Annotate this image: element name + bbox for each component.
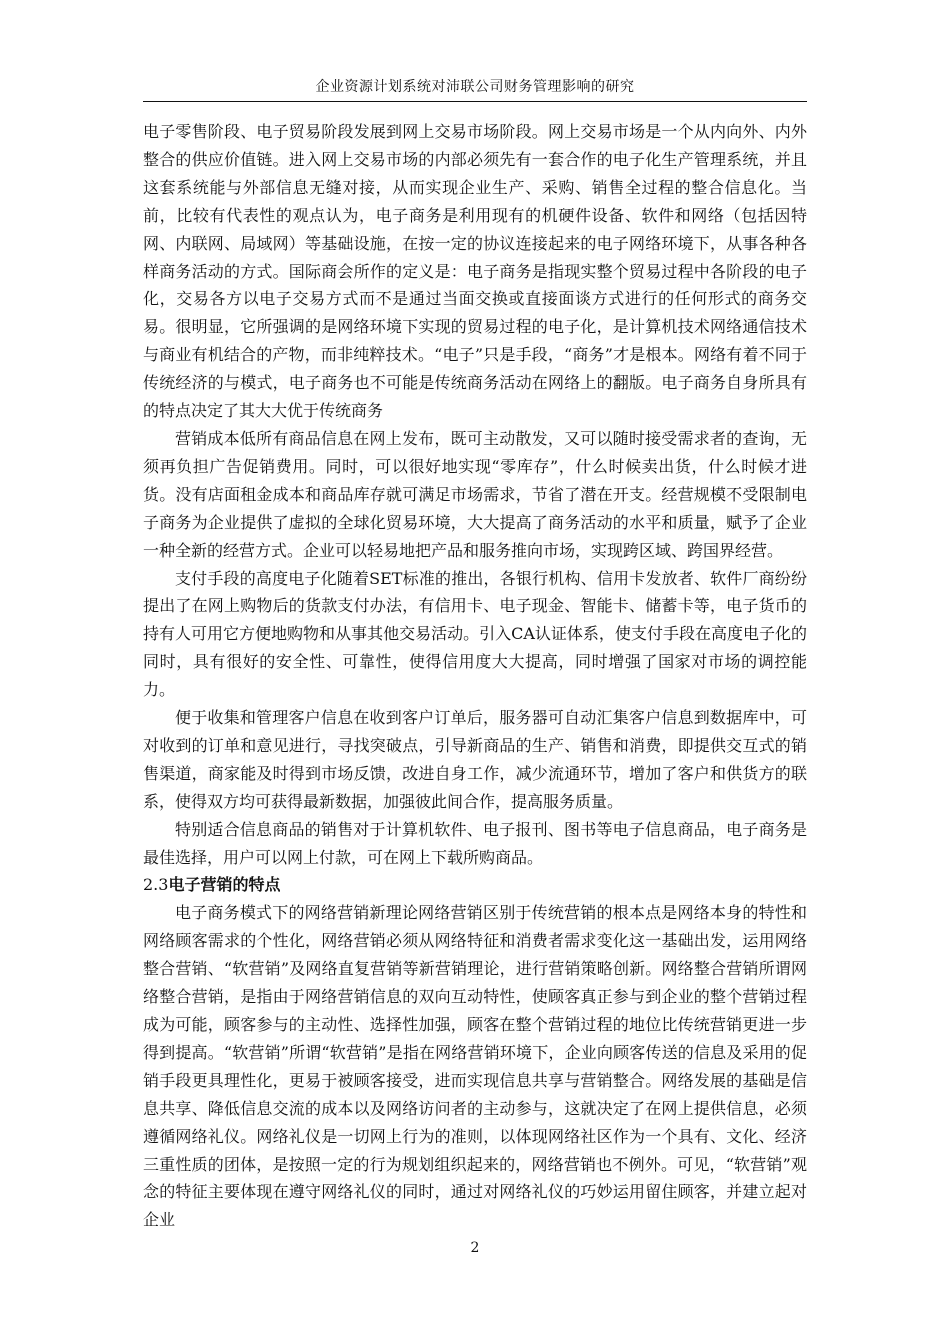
paragraph-marketing-cost: 营销成本低所有商品信息在网上发布，既可主动散发，又可以随时接受需求者的查询，无须再负担广告促销费用。同时，可以很好地实现“零库存”，什么时候卖出货，什么时候才进货。没有店面租金成本和商品库存就可满足市场需求，节省了潜在开支。经营规模不受限制电子商务为企业提供了虚拟的全球化贸易环境，大大提高了商务活动的水平和质量，赋予了企业一种全新的经营方式。企业可以轻易地把产品和服务推向市场，实现跨区域、跨国界经营。 — [143, 428, 807, 560]
header-divider — [143, 101, 807, 102]
paragraph-network-marketing: 电子商务模式下的网络营销新理论网络营销区别于传统营销的根本点是网络本身的特性和网络顾客需求的个性化，网络营销必须从网络特征和消费者需求变化这一基础出发，运用网络整合营销、“软营销”及网络直复营销等新营销理论，进行营销策略创新。网络整合营销所谓网络整合营销，是指由于网络营销信息的双向互动特性，使顾客真正参与到企业的整个营销过程成为可能，顾客参与的主动性、选择性加强，顾客在整个营销过程的地位比传统营销更进一步得到提高。“软营销”所谓“软营销”是指在网络营销环境下，企业向顾客传送的信息及采用的促销手段更具理性化，更易于被顾客接受，进而实现信息共享与营销整合。网络发展的基础是信息共享、降低信息交流的成本以及网络访问者的主动参与，这就决定了在网上提供信息，必须遵循网络礼仪。网络礼仪是一切网上行为的准则，以体现网络社区作为一个具有、文化、经济三重性质的团体，是按照一定的行为规划组织起来的，网络营销也不例外。可见，“软营销”观念的特征主要体现在遵守网络礼仪的同时，通过对网络礼仪的巧妙运用留住顾客，并建立起对企业 — [143, 903, 807, 1230]
paragraph-payment: 支付手段的高度电子化随着SET标准的推出，各银行机构、信用卡发放者、软件厂商纷纷提出了在网上购物后的货款支付办法，有信用卡、电子现金、智能卡、储蓄卡等，电子货币的持有人可用它方便地购物和从事其他交易活动。引入CA认证体系，使支付手段在高度电子化的同时，具有很好的安全性、可靠性，使得信用度大大提高，同时增强了国家对市场的调控能力。 — [143, 568, 807, 700]
paragraph-customer-info: 便于收集和管理客户信息在收到客户订单后，服务器可自动汇集客户信息到数据库中，可对收到的订单和意见进行，寻找突破点，引导新商品的生产、销售和消费，即提供交互式的销售渠道，商家能及时得到市场反馈，改进自身工作，减少流通环节，增加了客户和供货方的联系，使得双方均可获得最新数据，加强彼此间合作，提高服务质量。 — [143, 708, 807, 811]
section-title: 电子营销的特点 — [168, 875, 281, 895]
paragraph-continuation: 电子零售阶段、电子贸易阶段发展到网上交易市场阶段。网上交易市场是一个从内向外、内外整合的供应价值链。进入网上交易市场的内部必须先有一套合作的电子化生产管理系统，并且这套系统能与外部信息无缝对接，从而实现企业生产、采购、销售全过程的整合信息化。当前，比较有代表性的观点认为，电子商务是利用现有的机硬件设备、软件和网络（包括因特网、内联网、局域网）等基础设施，在按一定的协议连接起来的电子网络环境下，从事各种各样商务活动的方式。国际商会所作的定义是：电子商务是指现实整个贸易过程中各阶段的电子化，交易各方以电子交易方式而不是通过当面交换或直接面谈方式进行的任何形式的商务交易。很明显，它所强调的是网络环境下实现的贸易过程的电子化，是计算机技术网络通信技术与商业有机结合的产物，而非纯粹技术。“电子”只是手段，“商务”才是根本。网络有着不同于传统经济的与模式，电子商务也不可能是传统商务活动在网络上的翻版。电子商务自身所具有的特点决定了其大大优于传统商务 — [143, 122, 807, 421]
running-header: 企业资源计划系统对沛联公司财务管理影响的研究 — [315, 79, 635, 95]
section-number: 2.3 — [143, 875, 169, 895]
paragraph-info-goods: 特别适合信息商品的销售对于计算机软件、电子报刊、图书等电子信息商品，电子商务是最佳选择，用户可以网上付款，可在网上下载所购商品。 — [143, 819, 807, 867]
page-number: 2 — [470, 1240, 480, 1256]
body-text — [143, 118, 807, 1234]
section-heading — [143, 871, 807, 899]
